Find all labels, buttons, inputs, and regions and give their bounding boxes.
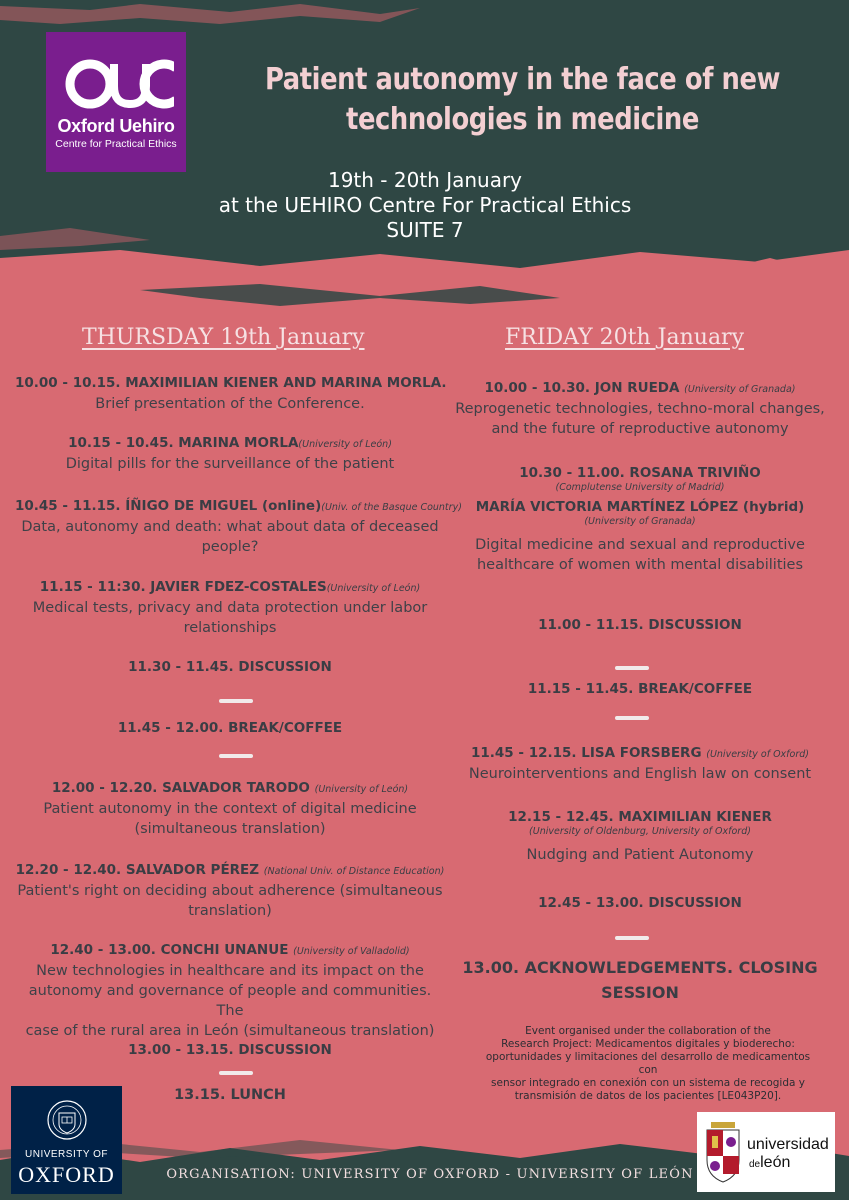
thu-session-10 — [15, 1042, 445, 1058]
thu-session-5 — [15, 659, 445, 675]
session-desc: Brief presentation of the Conference. — [95, 396, 365, 412]
session-time: 10.15 - 10.45. MARINA MORLA — [68, 435, 299, 451]
thu-session-9 — [15, 942, 445, 1041]
session-desc-line-2: (simultaneous translation) — [134, 821, 326, 837]
separator-fri-2 — [615, 716, 649, 720]
thu-session-3 — [15, 498, 462, 557]
oxford-uehiro-logo — [46, 32, 186, 172]
session-desc-line-1: New technologies in healthcare and its impact on the — [36, 963, 424, 979]
session-affiliation: (University of León) — [298, 439, 392, 450]
session-time: 10.45 - 11.15. ÍÑIGO DE MIGUEL (online) — [15, 498, 322, 514]
session-time: 10.00 - 10.15. MAXIMILIAN KIENER AND MARINA MORLA. — [15, 375, 447, 391]
friday-heading: FRIDAY 20th January — [505, 325, 745, 350]
session-affiliation: (University of Oldenburg, University of Oxford) — [529, 826, 751, 837]
session-time: 12.15 - 12.45. MAXIMILIAN KIENER — [508, 809, 772, 825]
session-affiliation: (National Univ. of Distance Education) — [263, 866, 445, 877]
session-desc-line-2: autonomy and governance of people and communities. The — [28, 983, 432, 1019]
fri-session-3 — [440, 617, 840, 633]
footer-organisation: ORGANISATION: UNIVERSITY OF OXFORD - UNIVERSITY OF LEÓN — [166, 1167, 694, 1182]
session-time: 11.45 - 12.15. LISA FORSBERG — [471, 745, 702, 761]
session-affiliation: (University of Granada) — [684, 384, 796, 395]
oxford-logo-line-1: UNIVERSITY OF — [25, 1149, 108, 1160]
session-time: 12.00 - 12.20. SALVADOR TARODO — [51, 780, 310, 796]
session-desc-line-1: Medical tests, privacy and data protection under labor — [32, 600, 428, 616]
session-desc-line-1: Patient's right on deciding about adherence (simultaneous — [17, 883, 443, 899]
fri-session-6 — [440, 809, 840, 865]
session-affiliation: (University of León) — [326, 583, 421, 594]
ouc-mark-icon — [58, 50, 174, 114]
note-line-4: sensor integrado en conexión con un sistema de recogida y — [491, 1077, 805, 1089]
session-time: 12.40 - 13.00. CONCHI UNANUE — [50, 942, 289, 958]
session-desc-line-1: Data, autonomy and death: what about data of deceased — [21, 519, 439, 535]
thu-session-1 — [15, 375, 445, 414]
separator-fri-1 — [615, 666, 649, 670]
session-affiliation: (University of León) — [314, 784, 409, 795]
session-affiliation: (University of Valladolid) — [293, 946, 410, 957]
thu-session-2 — [15, 435, 445, 474]
closing-line-2: SESSION — [601, 983, 679, 1002]
session-desc: Neurointerventions and English law on consent — [468, 766, 812, 782]
note-line-1: Event organised under the collaboration of the — [525, 1025, 771, 1037]
separator-fri-3 — [615, 936, 649, 940]
session-desc-line-2: people? — [201, 539, 259, 555]
session-desc-line-3: case of the rural area in León (simultaneous translation) — [25, 1023, 435, 1039]
closing-line-1: 13.00. ACKNOWLEDGEMENTS. CLOSING — [462, 958, 818, 977]
page-title — [254, 60, 792, 140]
note-line-2: Research Project: Medicamentos digitales y bioderecho: — [501, 1038, 795, 1050]
session-affiliation-2: (University of Granada) — [584, 516, 696, 527]
thursday-heading: THURSDAY 19th January — [82, 325, 365, 350]
session-desc: Digital pills for the surveillance of the patient — [65, 456, 395, 472]
session-time: 11.15 - 11.45. BREAK/COFFEE — [527, 681, 753, 697]
thu-session-4 — [15, 579, 445, 638]
separator-thu-3 — [219, 1071, 253, 1075]
oxford-crest-icon — [47, 1096, 87, 1144]
event-venue: at the UEHIRO Centre For Practical Ethics — [218, 193, 632, 217]
title-line-2: technologies in medicine — [346, 102, 699, 137]
research-project-note — [478, 1025, 818, 1103]
session-time: 11.45 - 12.00. BREAK/COFFEE — [117, 720, 343, 736]
fri-session-2 — [440, 465, 840, 575]
session-time: 10.00 - 10.30. JON RUEDA — [484, 380, 680, 396]
session-desc-line-1: Reprogenetic technologies, techno-moral changes, — [455, 401, 825, 417]
session-desc-line-2: relationships — [183, 620, 277, 636]
fri-session-4 — [440, 681, 840, 697]
session-time: 10.30 - 11.00. ROSANA TRIVIÑO — [519, 465, 761, 481]
session-affiliation: (Complutense University of Madrid) — [555, 482, 725, 493]
ouc-logo-name: Oxford Uehiro — [57, 116, 175, 136]
note-line-3: oportunidades y limitaciones del desarrollo de medicamentos con — [485, 1051, 811, 1076]
note-line-5: transmisión de datos de los pacientes [LE043P20]. — [514, 1090, 782, 1102]
session-desc-line-2: healthcare of women with mental disabilities — [476, 557, 804, 573]
separator-thu-1 — [219, 699, 253, 703]
event-room: SUITE 7 — [386, 218, 464, 242]
session-affiliation: (University of Oxford) — [706, 749, 809, 760]
oxford-university-logo — [11, 1086, 122, 1194]
thu-session-7 — [15, 780, 445, 839]
leon-logo-line-2: león — [760, 1154, 791, 1171]
session-time: 13.15. LUNCH — [174, 1087, 286, 1103]
fri-session-7 — [440, 895, 840, 911]
session-time: 12.45 - 13.00. DISCUSSION — [538, 895, 742, 911]
session-time: 13.00 - 13.15. DISCUSSION — [128, 1042, 332, 1058]
thu-session-8 — [15, 862, 445, 921]
event-dates: 19th - 20th January — [327, 168, 523, 192]
thu-session-6 — [15, 720, 445, 736]
leon-logo-line-1: universidad — [747, 1136, 829, 1153]
session-desc-line-1: Digital medicine and sexual and reproductive — [475, 537, 805, 553]
fri-session-8 — [440, 955, 840, 1005]
session-time: 11.30 - 11.45. DISCUSSION — [128, 659, 332, 675]
oxford-logo-line-2: OXFORD — [18, 1162, 115, 1187]
session-desc-line-2: translation) — [188, 903, 272, 919]
session-affiliation: (Univ. of the Basque Country) — [321, 502, 462, 513]
session-speaker-2: MARÍA VICTORIA MARTÍNEZ LÓPEZ (hybrid) — [475, 499, 805, 515]
title-line-1: Patient autonomy in the face of new — [265, 62, 780, 97]
session-time: 12.20 - 12.40. SALVADOR PÉREZ — [15, 862, 260, 878]
session-desc-line-1: Patient autonomy in the context of digital medicine — [43, 801, 417, 817]
session-desc: Nudging and Patient Autonomy — [526, 847, 754, 863]
leon-logo-de: de — [749, 1159, 761, 1170]
fri-session-1 — [440, 380, 840, 439]
fri-session-5 — [440, 745, 840, 784]
session-time: 11.15 - 11:30. JAVIER FDEZ-COSTALES — [39, 579, 327, 595]
ouc-logo-subtitle: Centre for Practical Ethics — [55, 138, 177, 150]
separator-thu-2 — [219, 754, 253, 758]
session-desc-line-2: and the future of reproductive autonomy — [491, 421, 789, 437]
session-time: 11.00 - 11.15. DISCUSSION — [538, 617, 742, 633]
